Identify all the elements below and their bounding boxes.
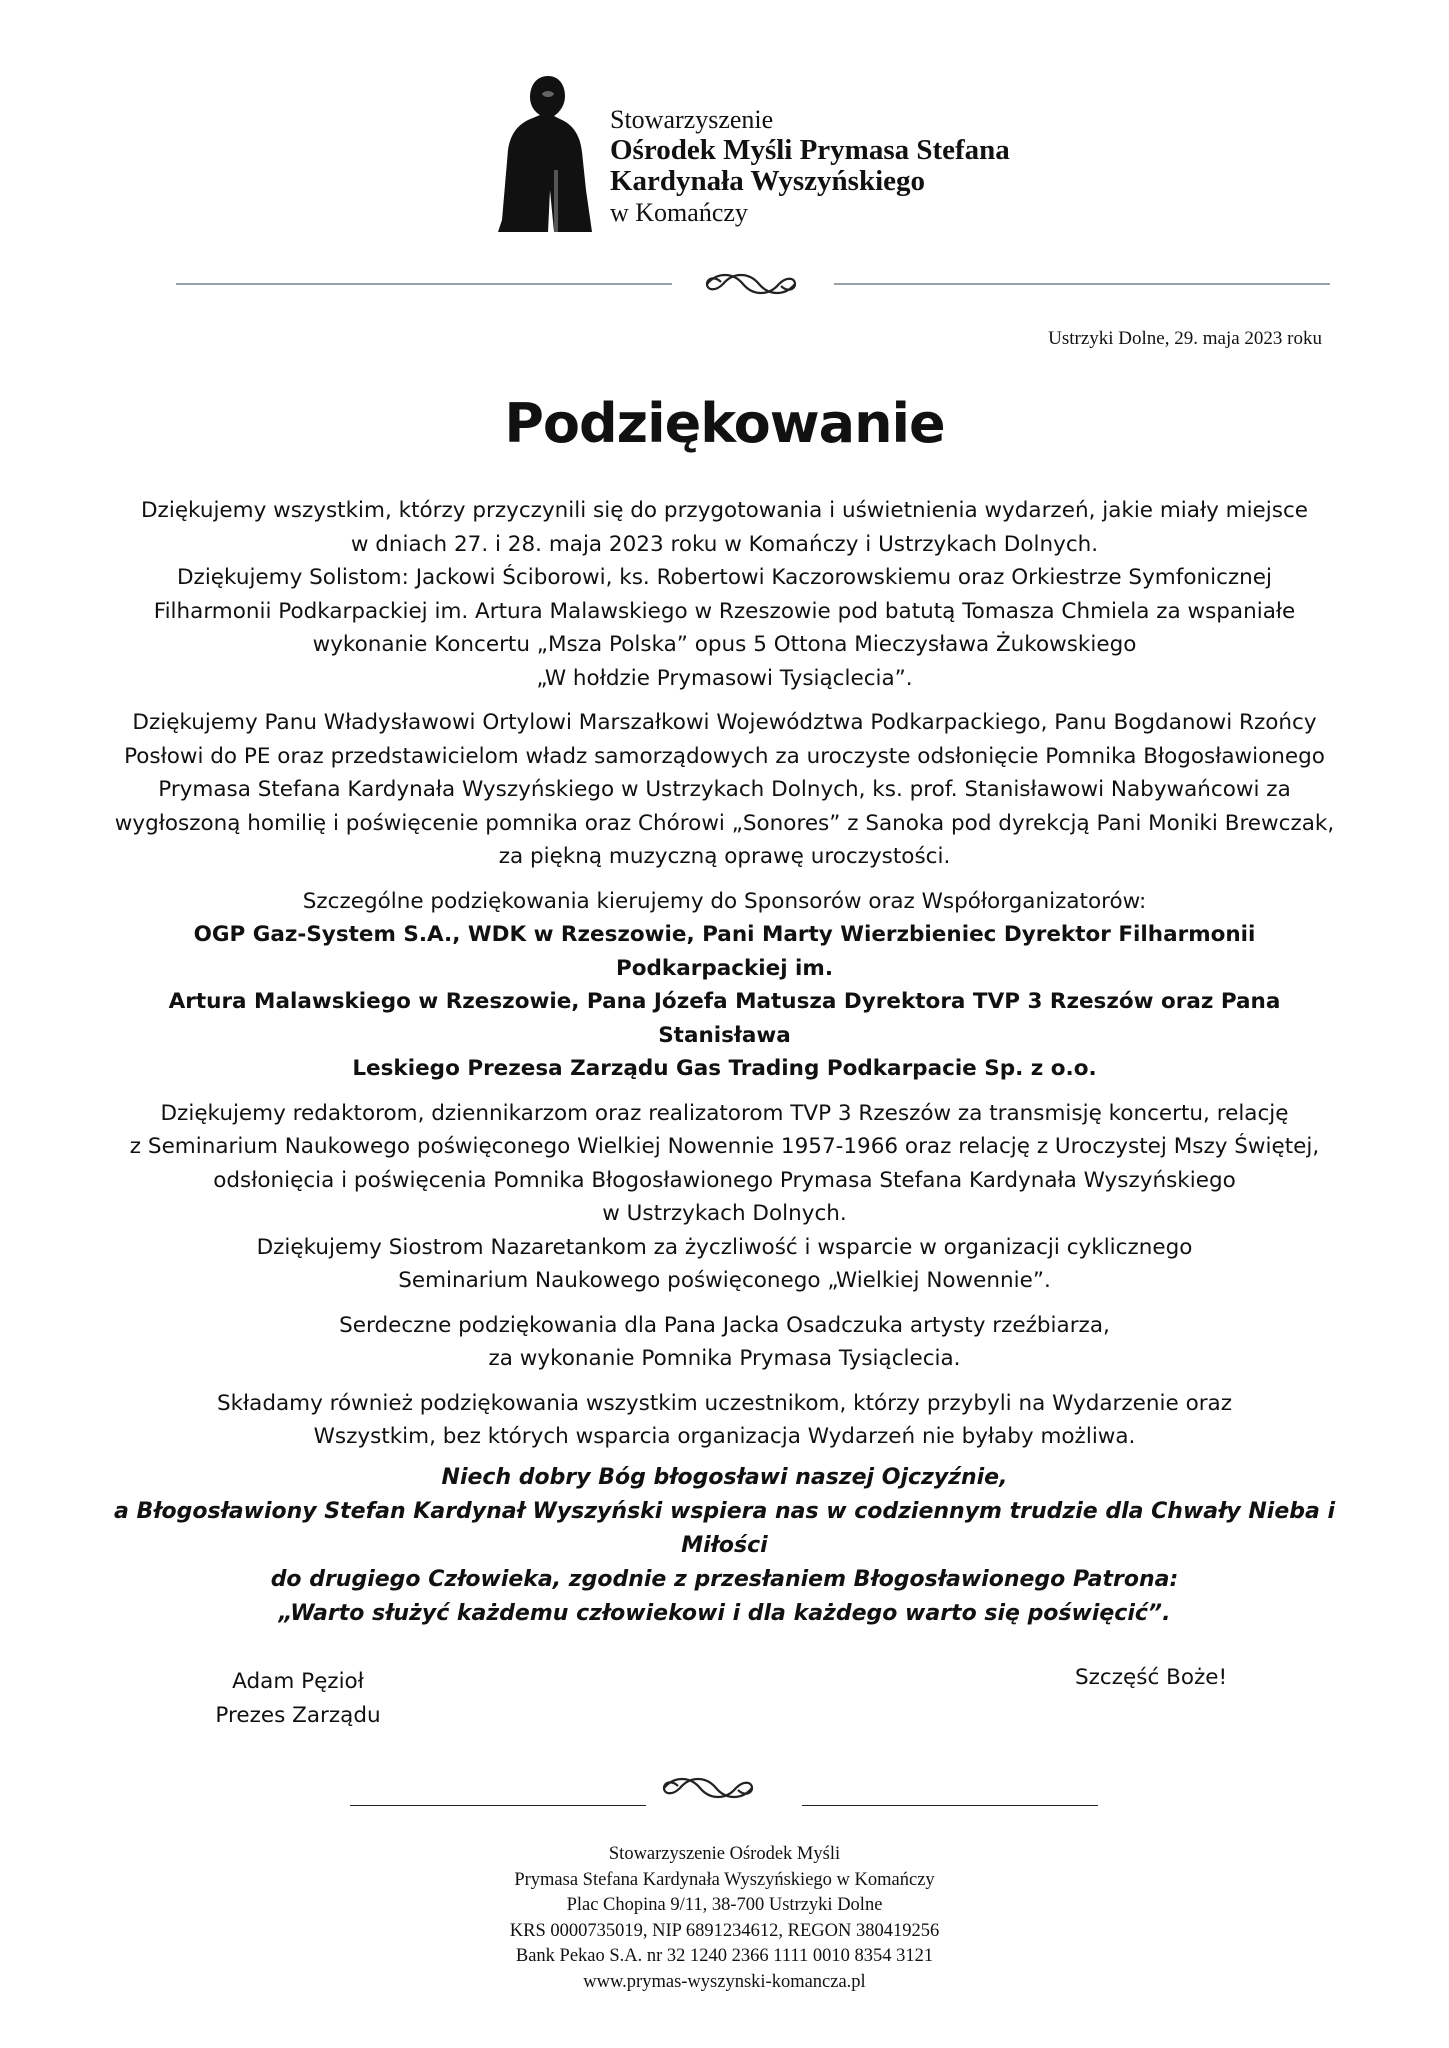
text-line: Posłowi do PE oraz przedstawicielom władz samorządowych za uroczyste odsłonięcie Pomnika Błogosławionego: [124, 743, 1325, 769]
text-line: za wykonanie Pomnika Prymasa Tysiąclecia.: [488, 1346, 961, 1371]
text-line: Dziękujemy redaktorom, dziennikarzom oraz realizatorom TVP 3 Rzeszów za transmisję koncertu, relację: [160, 1100, 1289, 1126]
text-line: z Seminarium Naukowego poświęconego Wielkiej Nowennie 1957-1966 oraz relację z Uroczystej Mszy Świętej,: [129, 1134, 1320, 1159]
footer-line: KRS 0000735019, NIP 6891234612, REGON 380419256: [509, 1920, 940, 1941]
text-line: w dniach 27. i 28. maja 2023 roku w Komańczy i Ustrzykach Dolnych.: [350, 531, 1099, 557]
paragraph: [110, 1309, 1339, 1376]
header-rule-right: [834, 283, 1330, 285]
blessing-line: do drugiego Człowieka, zgodnie z przesłaniem Błogosławionego Patrona:: [270, 1567, 1179, 1592]
paragraph: [110, 885, 1339, 1086]
text-line: za piękną muzyczną oprawę uroczystości.: [498, 844, 951, 869]
footer-line: Prymasa Stefana Kardynała Wyszyńskiego w Komańczy: [514, 1869, 935, 1890]
closing-greeting: Szczęść Boże!: [1075, 1665, 1228, 1690]
sponsor-line: OGP Gaz-System S.A., WDK w Rzeszowie, Pani Marty Wierzbieniec Dyrektor Filharmonii Podkarpackiej im.: [193, 922, 1256, 981]
org-name-line3: Kardynała Wyszyńskiego: [610, 165, 926, 197]
header-rule-left: [176, 283, 672, 285]
letter-body: [110, 494, 1339, 1465]
text-line: Dziękujemy Panu Władysławowi Ortylowi Marszałkowi Województwa Podkarpackiego, Panu Bogdanowi Rzońcy: [132, 710, 1317, 735]
text-line: Dziękujemy wszystkim, którzy przyczynili się do przygotowania i uświetnienia wydarzeń, jakie miały miejsce: [141, 498, 1308, 523]
paragraph: [110, 494, 1339, 695]
paragraph: [110, 1097, 1339, 1298]
org-name-line2: Ośrodek Myśli Prymasa Stefana: [610, 134, 1010, 166]
paragraph: [110, 706, 1339, 874]
org-name-line4: w Komańczy: [610, 198, 748, 227]
page-title: Podziękowanie: [504, 392, 945, 455]
text-line: Składamy również podziękowania wszystkim uczestnikom, którzy przybyli na Wydarzenie oraz: [216, 1390, 1233, 1416]
flourish-ornament-icon: [660, 1772, 756, 1809]
sponsor-line: Artura Malawskiego w Rzeszowie, Pana Józefa Matusza Dyrektora TVP 3 Rzeszów oraz Pana Stanisława: [168, 989, 1281, 1048]
footer-rule-right: [802, 1805, 1098, 1806]
text-line: Seminarium Naukowego poświęconego „Wielkiej Nowennie”.: [398, 1268, 1051, 1293]
text-line: Dziękujemy Siostrom Nazaretankom za życzliwość i wsparcie w organizacji cyklicznego: [256, 1234, 1193, 1260]
footer-line: Plac Chopina 9/11, 38-700 Ustrzyki Dolne: [566, 1895, 883, 1915]
text-line: Dziękujemy Solistom: Jackowi Ściborowi, ks. Robertowi Kaczorowskiemu oraz Orkiestrze Symfonicznej: [176, 565, 1273, 590]
blessing-line: Niech dobry Bóg błogosławi naszej Ojczyźnie,: [441, 1465, 1008, 1490]
paragraph: [110, 1387, 1339, 1454]
text-line: wykonanie Koncertu „Msza Polska” opus 5 Ottona Mieczysława Żukowskiego: [312, 632, 1137, 657]
text-line: wygłoszoną homilię i poświęcenie pomnika oraz Chórowi „Sonores” z Sanoka pod dyrekcją Pani Moniki Brewczak,: [114, 810, 1335, 836]
signer-role: Prezes Zarządu: [215, 1703, 381, 1728]
text-line: w Ustrzykach Dolnych.: [602, 1201, 847, 1226]
signer-name: Adam Pęzioł: [232, 1669, 364, 1694]
text-line: Serdeczne podziękowania dla Pana Jacka Osadczuka artysty rzeźbiarza,: [339, 1312, 1110, 1338]
text-line: odsłonięcia i poświęcenia Pomnika Błogosławionego Prymasa Stefana Kardynała Wyszyńskiego: [213, 1167, 1236, 1193]
footer-address: [0, 1842, 1449, 1995]
flourish-ornament-icon: [703, 268, 799, 305]
text-line: Wszystkim, bez których wsparcia organizacja Wydarzeń nie byłaby możliwa.: [313, 1424, 1136, 1449]
letter-date: Ustrzyki Dolne, 29. maja 2023 roku: [1048, 328, 1322, 349]
blessing: [110, 1461, 1339, 1631]
text-line: „W hołdzie Prymasowi Tysiąclecia”.: [536, 665, 913, 691]
primate-silhouette-icon: [488, 70, 608, 235]
blessing-line: „Warto służyć każdemu człowiekowi i dla każdego warto się poświęcić”.: [278, 1601, 1171, 1626]
footer-line: Stowarzyszenie Ośrodek Myśli: [608, 1844, 841, 1864]
organization-name: [610, 104, 1010, 228]
text-line: Szczególne podziękowania kierujemy do Sponsorów oraz Współorganizatorów:: [302, 888, 1147, 914]
sponsor-line: Leskiego Prezesa Zarządu Gas Trading Podkarpacie Sp. z o.o.: [352, 1056, 1097, 1081]
footer-line: Bank Pekao S.A. nr 32 1240 2366 1111 0010 8354 3121: [515, 1946, 934, 1966]
text-line: Prymasa Stefana Kardynała Wyszyńskiego w Ustrzykach Dolnych, ks. prof. Stanisławowi Nabywańcowi za: [158, 777, 1291, 802]
footer-website-link[interactable]: www.prymas-wyszynski-komancza.pl: [583, 1971, 866, 1992]
footer-rule-left: [350, 1805, 646, 1806]
org-name-line1: Stowarzyszenie: [610, 105, 774, 134]
text-line: Filharmonii Podkarpackiej im. Artura Malawskiego w Rzeszowie pod batutą Tomasza Chmiela za wspaniałe: [153, 598, 1296, 624]
blessing-line: a Błogosławiony Stefan Kardynał Wyszyński wspiera nas w codziennym trudzie dla Chwały Nieba i Miłości: [113, 1499, 1336, 1558]
signature-block: [203, 1665, 393, 1733]
